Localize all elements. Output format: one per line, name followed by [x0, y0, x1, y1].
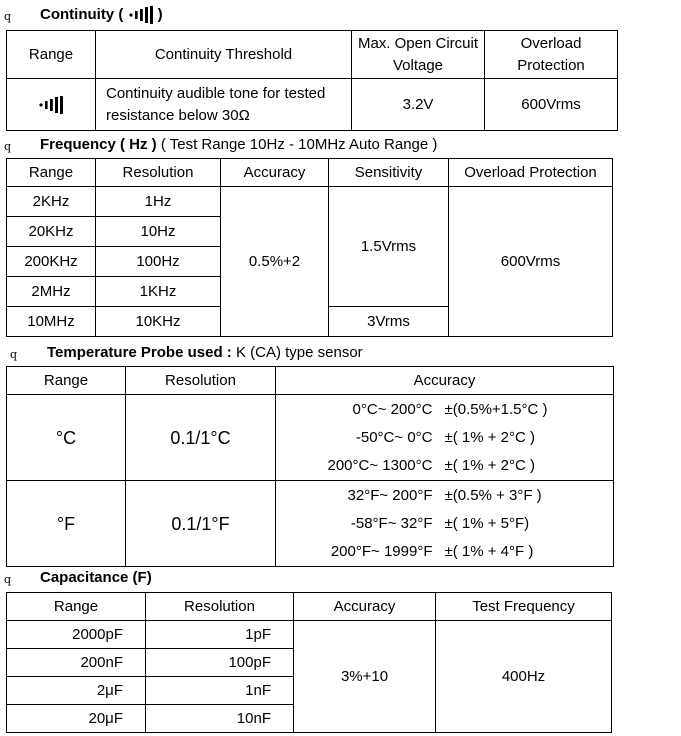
header-threshold: Continuity Threshold — [96, 31, 352, 79]
frequency-resolution: 1KHz — [96, 277, 221, 307]
frequency-resolution: 10Hz — [96, 217, 221, 247]
frequency-range: 2MHz — [7, 277, 96, 307]
accuracy-line — [278, 396, 611, 424]
capacitance-resolution: 1pF — [146, 621, 294, 649]
temperature-table — [6, 366, 614, 567]
frequency-sensitivity-a: 1.5Vrms — [329, 187, 449, 307]
frequency-title: Frequency ( Hz ) — [40, 136, 157, 153]
header-range: Range — [7, 159, 96, 187]
continuity-title: Continuity ( — [40, 6, 124, 23]
frequency-accuracy: 0.5%+2 — [221, 187, 329, 337]
continuity-threshold: Continuity audible tone for tested resistance below 30Ω — [96, 79, 352, 131]
accuracy-range: 32°F~ 200°F — [347, 486, 433, 504]
capacitance-table — [6, 592, 612, 733]
continuity-title-close: ) — [157, 6, 163, 23]
capacitance-resolution: 100pF — [146, 649, 294, 677]
accuracy-range: -58°F~ 32°F — [350, 514, 433, 532]
accuracy-range: 0°C~ 200°C — [352, 400, 433, 418]
header-sensitivity: Sensitivity — [329, 159, 449, 187]
accuracy-range: -50°C~ 0°C — [355, 428, 433, 446]
header-resolution: Resolution — [146, 593, 294, 621]
frequency-sensitivity-b: 3Vrms — [329, 307, 449, 337]
accuracy-tolerance: ±( 1% + 2°C ) — [444, 456, 536, 474]
temperature-subtitle: K (CA) type sensor — [235, 344, 363, 361]
frequency-range: 10MHz — [7, 307, 96, 337]
fahrenheit-accuracy — [276, 481, 614, 567]
fahrenheit-unit: °F — [7, 481, 126, 567]
bullet: q — [4, 140, 12, 153]
accuracy-line — [278, 482, 611, 510]
continuity-range — [7, 79, 96, 131]
header-open-circuit-voltage: Max. Open Circuit Voltage — [352, 31, 485, 79]
capacitance-range: 200nF — [7, 649, 146, 677]
celsius-resolution: 0.1/1°C — [126, 395, 276, 481]
capacitance-accuracy: 3%+10 — [294, 621, 436, 733]
capacitance-title: Capacitance (F) — [40, 569, 152, 586]
speaker-icon — [38, 96, 64, 114]
header-accuracy: Accuracy — [221, 159, 329, 187]
accuracy-tolerance: ±( 1% + 4°F ) — [444, 542, 534, 560]
accuracy-line — [278, 510, 611, 538]
celsius-unit: °C — [7, 395, 126, 481]
frequency-overload: 600Vrms — [449, 187, 613, 337]
accuracy-range: 200°C~ 1300°C — [327, 456, 433, 474]
temperature-title: Temperature Probe used : — [47, 344, 232, 361]
continuity-table — [6, 30, 618, 131]
header-overload-protection: Overload Protection — [449, 159, 613, 187]
bullet: q — [10, 348, 18, 361]
accuracy-tolerance: ±(0.5%+1.5°C ) — [444, 400, 548, 418]
continuity-voltage: 3.2V — [352, 79, 485, 131]
bullet: q — [4, 10, 12, 23]
header-range: Range — [7, 367, 126, 395]
header-overload-protection: Overload Protection — [485, 31, 618, 79]
frequency-range: 200KHz — [7, 247, 96, 277]
header-test-frequency: Test Frequency — [436, 593, 612, 621]
celsius-accuracy — [276, 395, 614, 481]
header-range: Range — [7, 31, 96, 79]
capacitance-resolution: 10nF — [146, 705, 294, 733]
accuracy-line — [278, 424, 611, 452]
header-range: Range — [7, 593, 146, 621]
capacitance-range: 2000pF — [7, 621, 146, 649]
header-accuracy: Accuracy — [276, 367, 614, 395]
capacitance-frequency: 400Hz — [436, 621, 612, 733]
frequency-range: 2KHz — [7, 187, 96, 217]
capacitance-resolution: 1nF — [146, 677, 294, 705]
capacitance-range: 2μF — [7, 677, 146, 705]
bullet: q — [4, 573, 12, 586]
accuracy-line — [278, 452, 611, 480]
frequency-resolution: 10KHz — [96, 307, 221, 337]
continuity-overload: 600Vrms — [485, 79, 618, 131]
accuracy-tolerance: ±( 1% + 2°C ) — [444, 428, 536, 446]
accuracy-tolerance: ±(0.5% + 3°F ) — [444, 486, 542, 504]
capacitance-range: 20μF — [7, 705, 146, 733]
frequency-resolution: 1Hz — [96, 187, 221, 217]
header-resolution: Resolution — [96, 159, 221, 187]
frequency-subtitle: ( Test Range 10Hz - 10MHz Auto Range ) — [160, 136, 438, 153]
speaker-icon — [128, 6, 154, 24]
frequency-table — [6, 158, 613, 337]
accuracy-range: 200°F~ 1999°F — [330, 542, 433, 560]
header-resolution: Resolution — [126, 367, 276, 395]
frequency-resolution: 100Hz — [96, 247, 221, 277]
frequency-range: 20KHz — [7, 217, 96, 247]
accuracy-line — [278, 538, 611, 566]
accuracy-tolerance: ±( 1% + 5°F) — [444, 514, 530, 532]
fahrenheit-resolution: 0.1/1°F — [126, 481, 276, 567]
header-accuracy: Accuracy — [294, 593, 436, 621]
